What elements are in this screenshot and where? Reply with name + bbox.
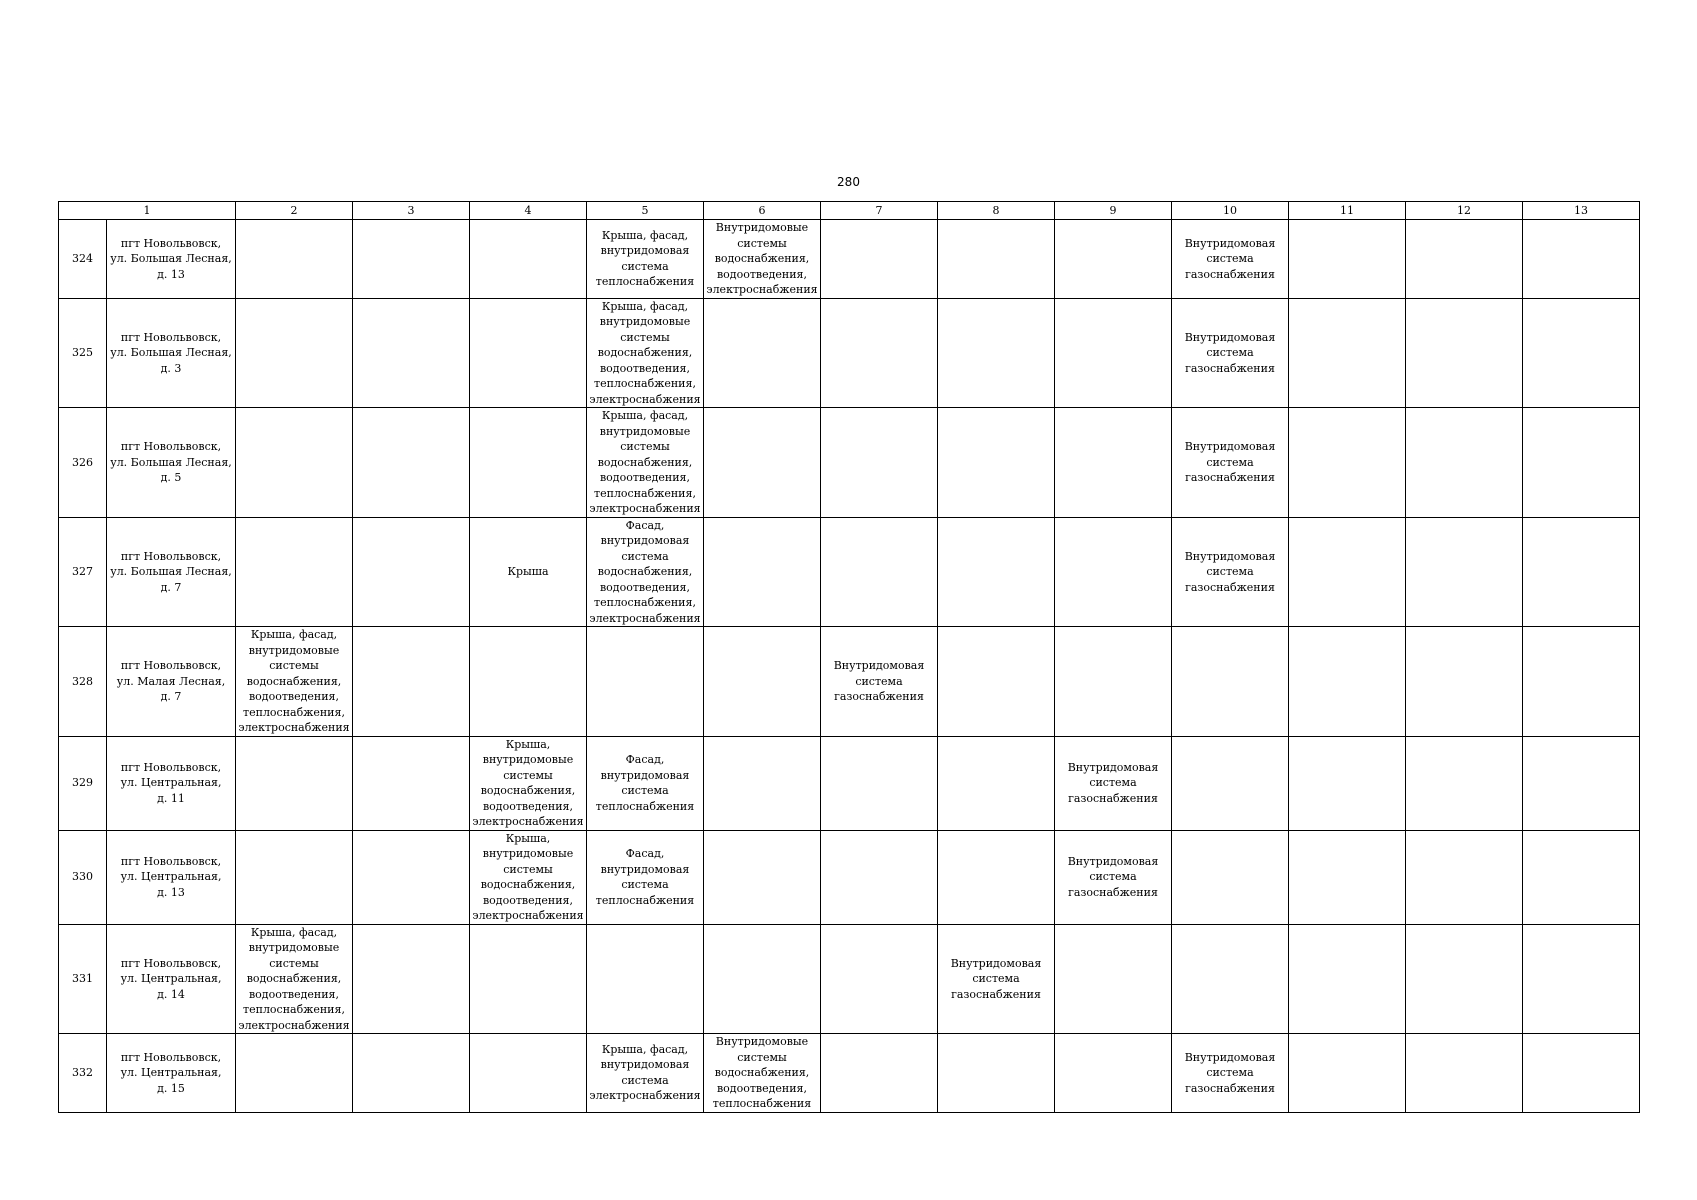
table-cell [1289, 736, 1406, 830]
table-cell [1523, 924, 1640, 1034]
table-cell [587, 517, 704, 627]
column-header: 10 [1172, 202, 1289, 220]
cell-text: Внутридомовые системы водоснабжения, водоотведения, теплоснабжения [712, 1035, 812, 1110]
row-number: 325 [72, 346, 93, 359]
cell-text: Крыша, внутридомовые системы водоснабжения, водоотведения, электроснабжения [472, 831, 584, 922]
table-cell [1289, 830, 1406, 924]
table-cell [236, 830, 353, 924]
address-cell [107, 220, 236, 299]
table-cell [236, 1034, 353, 1113]
table-cell [704, 408, 821, 518]
table-cell [1523, 220, 1640, 299]
table-cell [1523, 1034, 1640, 1113]
row-number: 324 [72, 252, 93, 265]
table-cell [1172, 830, 1289, 924]
table-cell [938, 736, 1055, 830]
table-cell [821, 736, 938, 830]
cell-text: Крыша, фасад, внутридомовая система теплоснабжения [595, 228, 695, 289]
table-cell [353, 517, 470, 627]
table-cell [821, 830, 938, 924]
table-cell [938, 830, 1055, 924]
header-row [59, 202, 1640, 220]
table-cell [938, 517, 1055, 627]
table-cell [938, 627, 1055, 737]
address-cell [107, 736, 236, 830]
table-cell [470, 627, 587, 737]
table-cell [1289, 220, 1406, 299]
table-cell [938, 298, 1055, 408]
table-cell [470, 298, 587, 408]
table-cell [236, 736, 353, 830]
table-cell [587, 736, 704, 830]
table-cell [1523, 736, 1640, 830]
table-cell [1289, 627, 1406, 737]
table-cell [1289, 924, 1406, 1034]
row-number: 332 [72, 1066, 93, 1079]
address-cell [107, 298, 236, 408]
address-cell [107, 627, 236, 737]
table-cell [821, 298, 938, 408]
table-cell [1406, 298, 1523, 408]
table-cell [236, 408, 353, 518]
cell-text: Внутридомовая система газоснабжения [1067, 854, 1159, 899]
address-text: пгт Новольвовск, ул. Большая Лесная, д. 3 [110, 330, 232, 375]
address-text: пгт Новольвовск, ул. Большая Лесная, д. 13 [110, 236, 232, 281]
table-cell [1289, 298, 1406, 408]
cell-text: Крыша, фасад, внутридомовые системы водоснабжения, водоотведения, теплоснабжения, электроснабжения [589, 299, 701, 406]
cell-text: Крыша, фасад, внутридомовые системы водоснабжения, водоотведения, теплоснабжения, электроснабжения [238, 628, 350, 734]
table-cell [1523, 408, 1640, 518]
table-cell [587, 627, 704, 737]
table-row [59, 298, 1640, 408]
table-cell [1172, 517, 1289, 627]
table-cell [704, 736, 821, 830]
table-cell [1055, 1034, 1172, 1113]
table-row [59, 517, 1640, 627]
table-cell [1289, 408, 1406, 518]
row-number: 328 [72, 674, 93, 688]
table-cell [1289, 517, 1406, 627]
table-cell [1055, 736, 1172, 830]
address-cell [107, 517, 236, 627]
table-cell [821, 408, 938, 518]
address-text: пгт Новольвовск, ул. Центральная, д. 13 [120, 854, 222, 899]
row-number-cell [59, 924, 107, 1034]
table-cell [236, 627, 353, 737]
table-cell [704, 627, 821, 737]
cell-text: Внутридомовые системы водоснабжения, водоотведения, электроснабжения [706, 221, 818, 296]
data-table [58, 201, 1640, 1113]
table-cell [821, 220, 938, 299]
table-cell [1172, 1034, 1289, 1113]
table-row [59, 924, 1640, 1034]
table-cell [470, 924, 587, 1034]
table-cell [704, 1034, 821, 1113]
table-row [59, 830, 1640, 924]
table-cell [1523, 830, 1640, 924]
table-cell [821, 1034, 938, 1113]
page-number: 280 [837, 175, 860, 189]
row-number: 326 [72, 455, 93, 469]
column-header: 8 [938, 202, 1055, 220]
table-cell [1172, 736, 1289, 830]
cell-text: Крыша, фасад, внутридомовая система электроснабжения [589, 1042, 701, 1103]
column-header: 5 [587, 202, 704, 220]
table-cell [470, 517, 587, 627]
table-cell [1172, 627, 1289, 737]
table-row [59, 736, 1640, 830]
column-header: 9 [1055, 202, 1172, 220]
table-cell [1055, 517, 1172, 627]
cell-text: Фасад, внутридомовая система теплоснабжения [595, 847, 695, 907]
column-header: 13 [1523, 202, 1640, 220]
column-header: 2 [236, 202, 353, 220]
cell-text: Внутридомовая система газоснабжения [1184, 549, 1276, 594]
table-cell [1055, 830, 1172, 924]
table-cell [938, 408, 1055, 518]
table-row [59, 408, 1640, 518]
row-number-cell [59, 408, 107, 518]
cell-text: Внутридомовая система газоснабжения [1184, 440, 1276, 484]
cell-text: Крыша [507, 565, 549, 578]
table-cell [1055, 298, 1172, 408]
table-cell [1406, 736, 1523, 830]
row-number-cell [59, 298, 107, 408]
table-cell [1172, 924, 1289, 1034]
table-cell [470, 830, 587, 924]
cell-text: Крыша, фасад, внутридомовые системы водоснабжения, водоотведения, теплоснабжения, электроснабжения [238, 925, 350, 1032]
row-number: 329 [72, 776, 93, 790]
cell-text: Крыша, внутридомовые системы водоснабжения, водоотведения, электроснабжения [472, 737, 584, 828]
column-header: 1 [59, 202, 236, 220]
address-cell [107, 408, 236, 518]
row-number: 331 [72, 972, 93, 985]
table-cell [236, 517, 353, 627]
table-cell [1055, 408, 1172, 518]
table-cell [353, 830, 470, 924]
table-cell [1523, 517, 1640, 627]
cell-text: Внутридомовая система газоснабжения [1184, 330, 1276, 375]
address-text: пгт Новольвовск, ул. Большая Лесная, д. 5 [110, 440, 232, 484]
address-cell [107, 1034, 236, 1113]
table-cell [353, 220, 470, 299]
table-cell [938, 924, 1055, 1034]
column-header: 6 [704, 202, 821, 220]
table-cell [587, 924, 704, 1034]
table-cell [1406, 408, 1523, 518]
row-number-cell [59, 830, 107, 924]
row-number-cell [59, 736, 107, 830]
column-header: 3 [353, 202, 470, 220]
address-text: пгт Новольвовск, ул. Большая Лесная, д. 7 [110, 549, 232, 594]
table-cell [1406, 924, 1523, 1034]
table-row [59, 1034, 1640, 1113]
table-cell [821, 924, 938, 1034]
column-header: 12 [1406, 202, 1523, 220]
table-cell [1172, 298, 1289, 408]
table-cell [587, 408, 704, 518]
column-header: 11 [1289, 202, 1406, 220]
table-cell [1406, 517, 1523, 627]
table-cell [1055, 924, 1172, 1034]
cell-text: Внутридомовая система газоснабжения [1184, 1050, 1276, 1095]
table-cell [587, 220, 704, 299]
table-cell [353, 736, 470, 830]
cell-text: Крыша, фасад, внутридомовые системы водоснабжения, водоотведения, теплоснабжения, электроснабжения [589, 409, 701, 515]
table-cell [1523, 298, 1640, 408]
cell-text: Фасад, внутридомовая система теплоснабжения [595, 753, 695, 813]
table-cell [1055, 627, 1172, 737]
table-cell [704, 298, 821, 408]
row-number-cell [59, 517, 107, 627]
column-header: 7 [821, 202, 938, 220]
table-row [59, 627, 1640, 737]
table-cell [704, 517, 821, 627]
table-cell [470, 736, 587, 830]
cell-text: Внутридомовая система газоснабжения [1067, 760, 1159, 805]
row-number: 327 [72, 565, 93, 578]
table-cell [236, 220, 353, 299]
cell-text: Внутридомовая система газоснабжения [1184, 236, 1276, 281]
row-number-cell [59, 1034, 107, 1113]
table-cell [704, 924, 821, 1034]
table-cell [353, 408, 470, 518]
table-cell [704, 220, 821, 299]
table-cell [1172, 408, 1289, 518]
address-text: пгт Новольвовск, ул. Центральная, д. 11 [120, 760, 222, 805]
table-cell [1055, 220, 1172, 299]
table-cell [821, 627, 938, 737]
table-cell [470, 408, 587, 518]
cell-text: Фасад, внутридомовая система водоснабжения, водоотведения, теплоснабжения, электроснабжения [589, 518, 701, 625]
address-text: пгт Новольвовск, ул. Центральная, д. 15 [120, 1050, 222, 1095]
column-header: 4 [470, 202, 587, 220]
address-cell [107, 924, 236, 1034]
address-text: пгт Новольвовск, ул. Центральная, д. 14 [120, 956, 222, 1001]
cell-text: Внутридомовая система газоснабжения [833, 659, 925, 703]
table-cell [353, 924, 470, 1034]
table-cell [1406, 830, 1523, 924]
table-cell [1289, 1034, 1406, 1113]
table-cell [1406, 220, 1523, 299]
row-number-cell [59, 220, 107, 299]
table-cell [1406, 1034, 1523, 1113]
table-cell [353, 1034, 470, 1113]
row-number: 330 [72, 870, 93, 884]
table-row [59, 220, 1640, 299]
row-number-cell [59, 627, 107, 737]
address-cell [107, 830, 236, 924]
table-cell [587, 1034, 704, 1113]
table-cell [704, 830, 821, 924]
table-cell [1172, 220, 1289, 299]
table-cell [236, 298, 353, 408]
cell-text: Внутридомовая система газоснабжения [950, 956, 1042, 1001]
table-cell [353, 298, 470, 408]
address-text: пгт Новольвовск, ул. Малая Лесная, д. 7 [116, 659, 226, 703]
table-cell [938, 220, 1055, 299]
table-cell [470, 220, 587, 299]
table-cell [821, 517, 938, 627]
table-cell [1406, 627, 1523, 737]
table-cell [353, 627, 470, 737]
table-cell [938, 1034, 1055, 1113]
table-cell [587, 830, 704, 924]
table-cell [1523, 627, 1640, 737]
table-cell [587, 298, 704, 408]
table-cell [470, 1034, 587, 1113]
table-cell [236, 924, 353, 1034]
